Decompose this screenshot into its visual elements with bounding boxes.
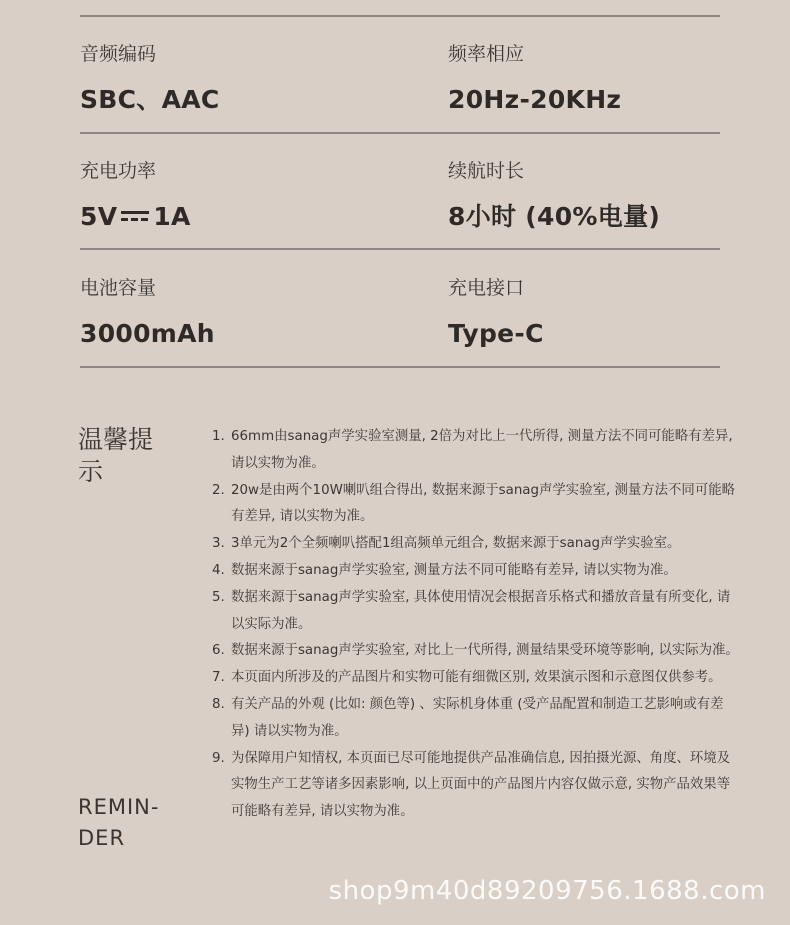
- divider: [80, 248, 720, 250]
- notice-item: [212, 746, 742, 826]
- spec-label: 电池容量: [80, 277, 157, 299]
- notice-item-text: 20w是由两个10W喇叭组合得出, 数据来源于sanag声学实验室, 测量方法不同可能略有差异, 请以实物为准。: [231, 482, 735, 525]
- spec-value: 3000mAh: [80, 319, 215, 348]
- notice-item: [212, 424, 742, 478]
- spec-battery-life: [448, 159, 660, 233]
- notice-item-number: 7.: [212, 670, 225, 686]
- spec-label: 充电功率: [80, 160, 157, 182]
- notice-item-text: 有关产品的外观 (比如: 颜色等) 、实际机身体重 (受产品配置和制造工艺影响或有差异) 请以实物为准。: [231, 696, 724, 739]
- spec-charging-port: [448, 276, 544, 350]
- spec-battery-capacity: [80, 276, 215, 350]
- notice-item-text: 66mm由sanag声学实验室测量, 2倍为对比上一代所得, 测量方法不同可能略有差异, 请以实物为准。: [231, 429, 733, 471]
- notice-item: [212, 638, 742, 665]
- spec-value-current: 1A: [153, 202, 191, 231]
- spec-label: 续航时长: [448, 160, 525, 182]
- spec-label: 充电接口: [448, 277, 525, 299]
- spec-frequency-response: [448, 42, 621, 116]
- notice-item-text: 本页面内所涉及的产品图片和实物可能有细微区别, 效果演示图和示意图仅供参考。: [231, 670, 722, 686]
- spec-value: 20Hz-20KHz: [448, 85, 622, 114]
- spec-value: Type-C: [448, 319, 544, 348]
- spec-label: 音频编码: [80, 43, 157, 65]
- notice-item-text: 数据来源于sanag声学实验室, 对比上一代所得, 测量结果受环境等影响, 以实际为准。: [231, 643, 739, 659]
- notice-item-number: 4.: [212, 562, 225, 578]
- notice-item-text: 数据来源于sanag声学实验室, 测量方法不同可能略有差异, 请以实物为准。: [231, 562, 677, 578]
- notice-item-number: 3.: [212, 536, 225, 552]
- notice-item-number: 8.: [212, 696, 225, 712]
- spec-value: 8小时 (40%电量): [448, 202, 661, 231]
- spec-value: [80, 201, 191, 233]
- notice-item: [212, 692, 742, 746]
- divider: [80, 132, 720, 134]
- notice-item-text: 3单元为2个全频喇叭搭配1组高频单元组合, 数据来源于sanag声学实验室。: [231, 536, 681, 552]
- notice-item: [212, 478, 742, 532]
- notice-item: [212, 585, 742, 639]
- notice-item: [212, 665, 742, 692]
- notice-item-text: 数据来源于sanag声学实验室, 具体使用情况会根据音乐格式和播放音量有所变化, 请以实际为准。: [231, 589, 731, 632]
- spec-audio-codec: [80, 42, 220, 116]
- divider-bottom: [80, 366, 720, 368]
- shop-watermark: shop9m40d89209756.1688.com: [328, 876, 766, 906]
- notice-item-number: 5.: [212, 589, 225, 605]
- spec-charging-power: [80, 159, 191, 233]
- notice-item-number: 9.: [212, 750, 225, 766]
- spec-value: SBC、AAC: [80, 85, 220, 114]
- reminder-label: REMIN-DER: [78, 795, 160, 850]
- dc-current-icon: [121, 210, 149, 222]
- spec-value-voltage: 5V: [80, 202, 118, 231]
- notice-item: [212, 558, 742, 585]
- spec-label: 频率相应: [448, 43, 525, 65]
- notice-item-text: 为保障用户知情权, 本页面已尽可能地提供产品准确信息, 因拍摄光源、角度、环境及实物生产工艺等诸多因素影响, 以上页面中的产品图片内容仅做示意, 实物产品效果等可能略有差异, 请以实物为准。: [231, 750, 731, 820]
- notice-title: 温馨提示: [78, 425, 154, 486]
- divider-top: [80, 15, 720, 17]
- notice-list: [212, 424, 742, 826]
- notice-item-number: 1.: [212, 429, 225, 444]
- notice-item-number: 6.: [212, 643, 225, 659]
- notice-item-number: 2.: [212, 482, 225, 498]
- notice-item: [212, 531, 742, 558]
